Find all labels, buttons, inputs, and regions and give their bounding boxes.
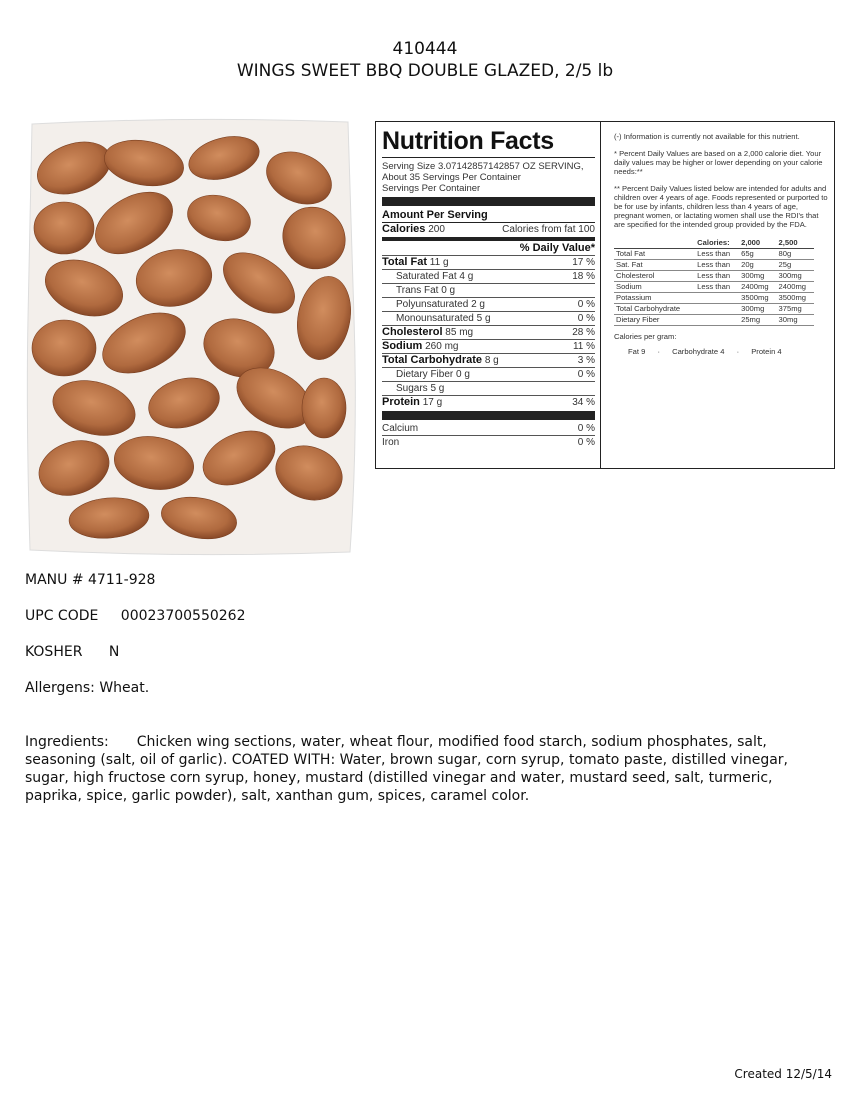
- nutrient-amount: 17 g: [422, 397, 443, 408]
- nutrient-amount: 8 g: [484, 355, 499, 366]
- dv-cell: [695, 315, 739, 326]
- note-percent: * Percent Daily Values are based on a 2,000 calorie diet. Your daily values may be higher or lower depending on your calorie needs:**: [614, 149, 823, 176]
- upc-label: UPC CODE: [25, 608, 99, 624]
- kosher-value: N: [108, 644, 120, 660]
- nutrient-label: Saturated Fat: [396, 271, 457, 282]
- iron-label: Iron: [382, 437, 400, 448]
- dv-cell: Total Carbohydrate: [614, 304, 695, 315]
- nutrient-label: Total Carbohydrate: [382, 354, 483, 366]
- nutrient-row: [382, 297, 595, 311]
- nutrient-label: Trans Fat: [396, 285, 439, 296]
- product-header: [0, 38, 850, 82]
- nutrition-title: Nutrition Facts: [382, 127, 554, 155]
- servings-per-container: Servings Per Container: [382, 183, 481, 194]
- dv-cell: [695, 304, 739, 315]
- daily-values-table: [614, 237, 814, 326]
- nutrient-amount: 5 g: [476, 313, 491, 324]
- dv-row: [614, 304, 814, 315]
- nutrient-row: [382, 339, 595, 353]
- dv-cell: Potassium: [614, 293, 695, 304]
- nutrient-amount: 2 g: [471, 299, 485, 310]
- nutrient-row: [382, 353, 595, 367]
- nutrient-label: Sugars: [396, 383, 428, 394]
- dv-cell: Less than: [695, 271, 739, 282]
- nutrient-dv: 28 %: [572, 327, 595, 338]
- dv-header-cell: [614, 237, 695, 249]
- dv-cell: Less than: [695, 260, 739, 271]
- nutrition-facts-panel: [375, 121, 835, 469]
- dv-header-cell: Calories:: [695, 237, 739, 249]
- dv-row: [614, 282, 814, 293]
- ingredients: [25, 733, 815, 805]
- kosher-label: KOSHER: [25, 644, 83, 660]
- dv-row: [614, 249, 814, 260]
- nutrient-label: Cholesterol: [382, 326, 443, 338]
- ingredients-label: Ingredients:: [25, 734, 109, 750]
- dv-cell: 80g: [777, 249, 814, 260]
- bag-of-wings-image: [24, 118, 356, 556]
- product-photo: [24, 118, 356, 556]
- servings-about: About 35 Servings Per Container: [382, 172, 521, 183]
- nutrient-label: Monounsaturated: [396, 313, 474, 324]
- calories-per-gram: [614, 332, 830, 356]
- nutrient-amount: 4 g: [459, 271, 474, 282]
- dv-cell: 20g: [739, 260, 776, 271]
- dv-cell: 3500mg: [777, 293, 814, 304]
- manu-number: MANU # 4711-928: [25, 572, 156, 588]
- nutrient-dv: 0 %: [577, 369, 595, 380]
- nutrient-amount: 11 g: [429, 257, 449, 268]
- dv-cell: Cholesterol: [614, 271, 695, 282]
- dv-row: [614, 293, 814, 304]
- nutrient-amount: 0 g: [456, 369, 470, 380]
- upc-value: 00023700550262: [120, 608, 246, 624]
- iron-dv: 0 %: [577, 437, 595, 448]
- dv-cell: Less than: [695, 282, 739, 293]
- serving-size: Serving Size 3.07142857142857 OZ SERVING,: [382, 161, 584, 172]
- product-name: WINGS SWEET BBQ DOUBLE GLAZED, 2/5 lb: [236, 61, 614, 81]
- note-unavailable: (-) Information is currently not available for this nutrient.: [614, 132, 800, 141]
- nutrient-row: [382, 325, 595, 339]
- dv-cell: 2400mg: [777, 282, 814, 293]
- nutrient-label: Total Fat: [382, 256, 428, 268]
- dv-cell: 30mg: [777, 315, 814, 326]
- ingredients-text: Chicken wing sections, water, wheat flour, modified food starch, sodium phosphates, salt, seasoning (salt, oil of garlic). COATED WITH: Water, brown sugar, corn syrup, tomato paste, distilled vinegar, sugar, high fructose corn syrup, honey, mustard (distilled vinegar and water, mustard seed, salt, turmeric, paprika, spice, garlic powder), salt, xanthan gum, spices, caramel color.: [25, 734, 789, 804]
- nutrient-dv: 0 %: [577, 313, 595, 324]
- nutrient-row: [382, 381, 595, 395]
- nutrient-dv: 3 %: [577, 355, 595, 366]
- nutrient-row: [382, 367, 595, 381]
- dv-cell: Total Fat: [614, 249, 695, 260]
- product-code: 410444: [392, 39, 458, 59]
- dv-header-cell: 2,000: [739, 237, 776, 249]
- dv-cell: 3500mg: [739, 293, 776, 304]
- daily-value-header: % Daily Value*: [519, 242, 595, 254]
- nutrient-row: [382, 283, 595, 297]
- calcium-label: Calcium: [382, 423, 419, 434]
- nutrient-amount: 5 g: [430, 383, 445, 394]
- calories-per-gram-label: Calories per gram:: [614, 332, 677, 341]
- nutrient-row: [382, 255, 595, 269]
- nutrient-dv: 0 %: [577, 299, 595, 310]
- nutrient-label: Dietary Fiber: [396, 369, 454, 380]
- allergens: Allergens: Wheat.: [25, 680, 150, 696]
- nutrient-amount: 260 mg: [425, 341, 459, 352]
- nutrient-dv: 18 %: [572, 271, 595, 282]
- nutrient-row: [382, 269, 595, 283]
- created-date: Created 12/5/14: [734, 1067, 832, 1081]
- dv-cell: 65g: [739, 249, 776, 260]
- nutrient-amount: 85 mg: [445, 327, 474, 338]
- note-children: ** Percent Daily Values listed below are intended for adults and children over 4 years of age. Foods represented or purported to be for use by infants, children less than 4 years of age, pregnant women, or lactating women shall use the RDI's that are specified for the intended group provided by the FDA.: [614, 184, 828, 229]
- dv-header-cell: 2,500: [777, 237, 814, 249]
- nutrient-label: Sodium: [382, 340, 423, 352]
- nutrient-row: [382, 311, 595, 325]
- dv-cell: 25mg: [739, 315, 776, 326]
- nutrition-notes: [614, 132, 830, 356]
- dv-cell: Dietary Fiber: [614, 315, 695, 326]
- nutrient-label: Polyunsaturated: [396, 299, 469, 310]
- cpg-sep-2: ·: [736, 347, 740, 356]
- cpg-sep-1: ·: [657, 347, 660, 356]
- dv-cell: 2400mg: [739, 282, 776, 293]
- nutrient-dv: 11 %: [572, 341, 595, 352]
- calories-value: 200: [428, 224, 445, 235]
- upc-code: [25, 607, 246, 625]
- nutrient-rows: [382, 255, 595, 409]
- dv-cell: 300mg: [739, 271, 776, 282]
- dv-cell: 25g: [777, 260, 814, 271]
- kosher: [25, 643, 119, 661]
- nutrient-row: [382, 395, 595, 409]
- calories-from-fat: Calories from fat 100: [502, 224, 595, 235]
- cpg-fat: Fat 9: [628, 347, 646, 356]
- nutrition-facts-label: [376, 122, 601, 468]
- cpg-carbohydrate: Carbohydrate 4: [672, 347, 725, 356]
- nutrient-amount: 0 g: [441, 285, 456, 296]
- dv-cell: Sodium: [614, 282, 695, 293]
- dv-row: [614, 260, 814, 271]
- calcium-dv: 0 %: [577, 423, 595, 434]
- dv-cell: 300mg: [739, 304, 776, 315]
- nutrient-dv: 17 %: [572, 257, 595, 268]
- dv-row: [614, 271, 814, 282]
- dv-cell: Sat. Fat: [614, 260, 695, 271]
- nutrient-label: Protein: [382, 396, 420, 408]
- dv-row: [614, 315, 814, 326]
- dv-cell: [695, 293, 739, 304]
- amount-per-serving: Amount Per Serving: [382, 209, 488, 221]
- nutrient-dv: 34 %: [572, 397, 595, 408]
- dv-cell: 300mg: [777, 271, 814, 282]
- dv-cell: 375mg: [777, 304, 814, 315]
- calories-label: Calories: [382, 223, 426, 235]
- cpg-protein: Protein 4: [751, 347, 782, 356]
- dv-cell: Less than: [695, 249, 739, 260]
